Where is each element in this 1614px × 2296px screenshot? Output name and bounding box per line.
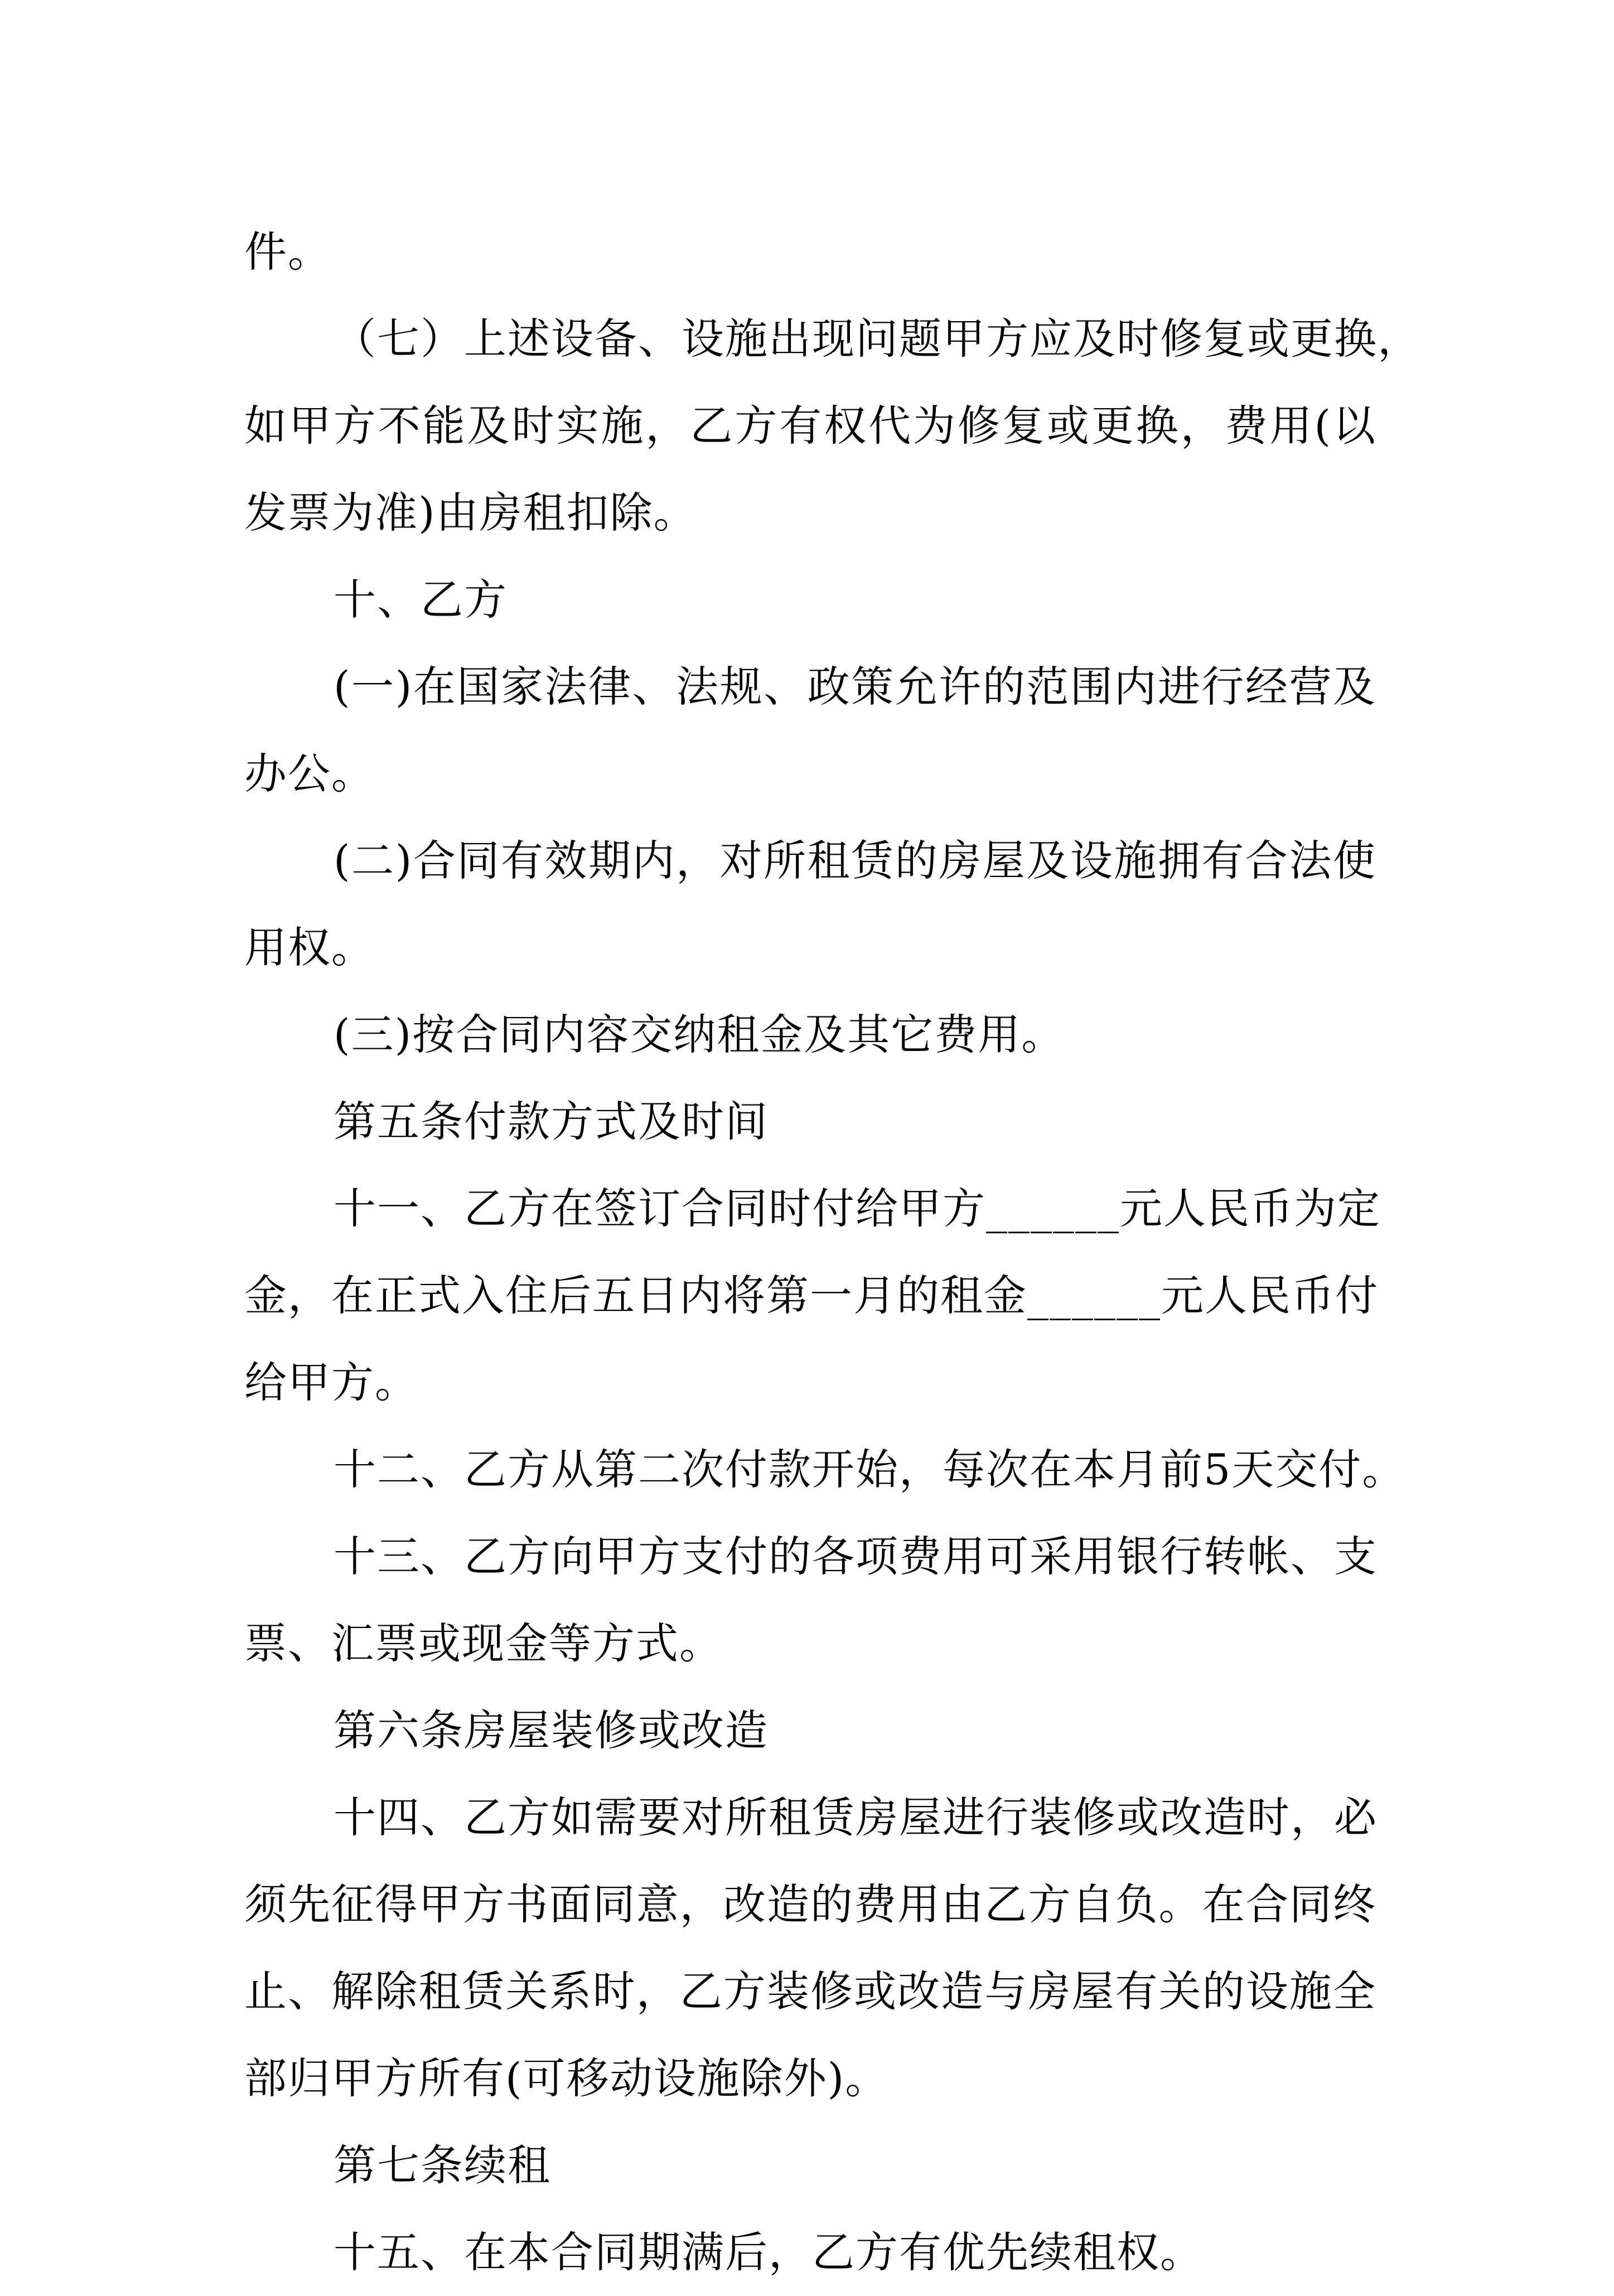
text-line-12: 十一、乙方在签订合同时付给甲方______元人民币为定 bbox=[334, 1184, 1381, 1233]
text-line-22: 部归甲方所有(可移动设施除外)。 bbox=[244, 2053, 889, 2103]
text-line-24: 十五、在本合同期满后，乙方有优先续租权。 bbox=[334, 2227, 1204, 2277]
text-line-17: 票、汇票或现金等方式。 bbox=[244, 1619, 723, 1668]
article-heading-seven: 第七条续租 bbox=[334, 2140, 551, 2190]
section-heading-ten: 十、乙方 bbox=[334, 575, 508, 624]
text-line-20: 须先征得甲方书面同意，改造的费用由乙方自负。在合同终 bbox=[244, 1880, 1376, 1929]
text-line-15: 十二、乙方从第二次付款开始，每次在本月前5天交付。 bbox=[334, 1445, 1406, 1494]
text-line-4: 发票为准)由房租扣除。 bbox=[244, 488, 697, 537]
document-body bbox=[244, 209, 1421, 2296]
text-line-9: 用权。 bbox=[244, 923, 375, 972]
article-heading-six: 第六条房屋装修或改造 bbox=[334, 1706, 769, 1755]
text-line-21: 止、解除租赁关系时，乙方装修或改造与房屋有关的设施全 bbox=[244, 1966, 1376, 2016]
text-line-3: 如甲方不能及时实施，乙方有权代为修复或更换，费用(以 bbox=[244, 401, 1376, 451]
text-line-13: 金，在正式入住后五日内将第一月的租金______元人民币付 bbox=[244, 1271, 1379, 1320]
text-line-1: 件。 bbox=[244, 227, 331, 277]
text-line-19: 十四、乙方如需要对所租赁房屋进行装修或改造时，必 bbox=[334, 1793, 1378, 1842]
article-heading-five: 第五条付款方式及时间 bbox=[334, 1097, 769, 1146]
text-line-16: 十三、乙方向甲方支付的各项费用可采用银行转帐、支 bbox=[334, 1532, 1378, 1581]
text-line-2: （七）上述设备、设施出现问题甲方应及时修复或更换， bbox=[334, 314, 1421, 364]
text-line-10: (三)按合同内容交纳租金及其它费用。 bbox=[334, 1010, 1065, 1059]
text-line-14: 给甲方。 bbox=[244, 1358, 418, 1407]
text-line-7: 办公。 bbox=[244, 749, 375, 798]
text-line-8: (二)合同有效期内，对所租赁的房屋及设施拥有合法使 bbox=[334, 836, 1376, 885]
text-line-6: (一)在国家法律、法规、政策允许的范围内进行经营及 bbox=[334, 662, 1376, 711]
